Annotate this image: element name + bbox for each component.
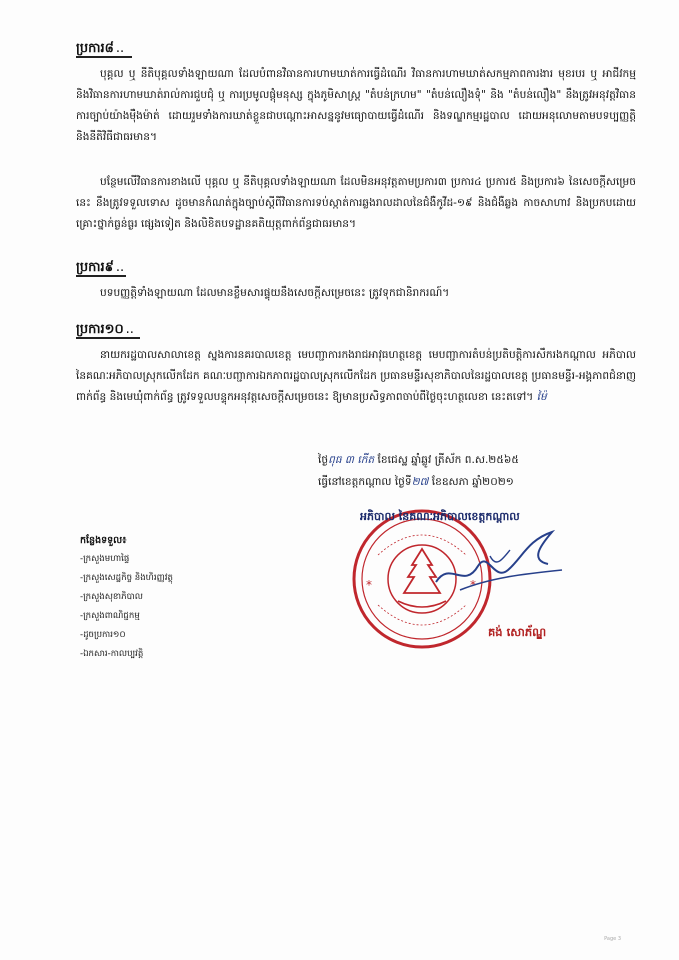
- article-8-heading: ប្រការ៨ ..: [76, 41, 125, 56]
- article-9-paragraph: បទបញ្ញត្តិទាំងឡាយណា ដែលមានខ្លឹមសារផ្ទុយនឹងសេចក្ដីសម្រេចនេះ ត្រូវទុកជានិរាករណ៍។: [100, 287, 450, 299]
- gregorian-date-line: ធ្វើនៅខេត្តកណ្ដាល ថ្ងៃទី២៧ ខែឧសភា ឆ្នាំ២០២១: [318, 476, 514, 488]
- lunar-date-line: ថ្ងៃពុធ ៣ កើត ខែជេស្ឋ ឆ្នាំឆ្លូវ ត្រីស័ក ព.ស.២៥៦៥: [318, 454, 519, 466]
- article-9-heading: ប្រការ៩ ..: [76, 260, 125, 275]
- recipients-title: កន្លែងទទួល៖: [80, 535, 127, 546]
- article-10-underline: [76, 337, 140, 339]
- svg-text:*: *: [366, 578, 372, 592]
- svg-text:*: *: [470, 578, 476, 592]
- article-8-paragraph-1: បុគ្គល ឬ នីតិបុគ្គលទាំងឡាយណា ដែលបំពានវិធានការហាមឃាត់ការធ្វើដំណើរ វិធានការហាមឃាត់សកម្មភាពការងារ មុខរបរ ឬ អាជីវកម្ម និងវិធានការហាមឃាត់រាល់ការជួបជុំ ឬ ការប្រមូលផ្ដុំមនុស្ស ក្នុងភូមិសាស្ត្រ "តំបន់ក្រហម" "តំបន់លឿងទុំ" និង "តំបន់លឿង" នឹងត្រូវអនុវត្តវិធានការច្បាប់យ៉ាងម៉ឺងម៉ាត់ ដោយរួមទាំងការឃាត់ខ្លួនជាបណ្ដោះអាសន្ននូវមធ្យោបាយធ្វើដំណើរ និងទណ្ឌកម្មរដ្ឋបាល ដោយអនុលោមតាមបទប្បញ្ញត្តិ និងនីតិវិធីជាធរមាន។: [76, 68, 636, 143]
- article-10-paragraph: នាយករដ្ឋបាលសាលាខេត្ត ស្នងការនគរបាលខេត្ត មេបញ្ជាការកងរាជអាវុធហត្ថខេត្ត មេបញ្ជាការតំបន់ប្រតិបត្តិការសឹករងកណ្ដាល អភិបាល នៃគណៈអភិបាលស្រុកលើកដែក គណៈបញ្ជាការឯកភាពរដ្ឋបាលស្រុកលើកដែក ប្រធានមន្ទីរសុខាភិបាលនៃរដ្ឋបាលខេត្ត ប្រធានមន្ទីរ-អង្គភាពជំនាញពាក់ព័ន្ធ និងមេឃុំពាក់ព័ន្ធ ត្រូវទទួលបន្ទុកអនុវត្តសេចក្ដីសម្រេចនេះ ឱ្យមានប្រសិទ្ធភាពចាប់ពីថ្ងៃចុះហត្ថលេខា នេះតទៅ។ ម៉ៃ: [76, 349, 636, 403]
- article-9-underline: [76, 275, 126, 277]
- recipient-item: -ក្រសួងមហាផ្ទៃ: [80, 554, 130, 564]
- margin-initial: ម៉ៃ: [536, 391, 547, 403]
- official-title: អភិបាល នៃគណៈអភិបាលខេត្តកណ្ដាល: [360, 510, 520, 523]
- recipient-item: -ក្រសួងសេដ្ឋកិច្ច និងហិរញ្ញវត្ថុ: [80, 573, 173, 583]
- article-10-heading: ប្រការ១០ ..: [76, 322, 134, 337]
- recipient-item: -ឯកសារ-កាលប្បវត្តិ: [80, 649, 144, 659]
- signatory-name: គង់ សោភ័ណ្ឌ: [488, 625, 547, 639]
- recipient-item: -ដូចប្រការ១០: [80, 630, 126, 640]
- signature-icon: [430, 520, 570, 610]
- recipient-item: -ក្រសួងពាណិជ្ជកម្ម: [80, 611, 140, 621]
- article-8-paragraph-2: បន្ថែមលើវិធានការខាងលើ បុគ្គល ឬ នីតិបុគ្គលទាំងឡាយណា ដែលមិនអនុវត្តតាមប្រការ៣ ប្រការ៤ ប្រការ៥ និងប្រការ៦ នៃសេចក្ដីសម្រេចនេះ នឹងត្រូវទទួលទោស ដូចមានកំណត់ក្នុងច្បាប់ស្ដីពីវិធានការទប់ស្កាត់ការឆ្លងរាលដាលនៃជំងឺកូវីដ-១៩ និងជំងឺឆ្លង កាចសាហាវ និងប្រកបដោយគ្រោះថ្នាក់ធ្ងន់ធ្ងរ ផ្សេងទៀត និងលិខិតបទដ្ឋានគតិយុត្តពាក់ព័ន្ធជាធរមាន។: [76, 176, 636, 230]
- recipient-item: -ក្រសួងសុខាភិបាល: [80, 592, 143, 602]
- page-number: Page 3: [604, 936, 621, 942]
- article-8-underline: [76, 56, 132, 58]
